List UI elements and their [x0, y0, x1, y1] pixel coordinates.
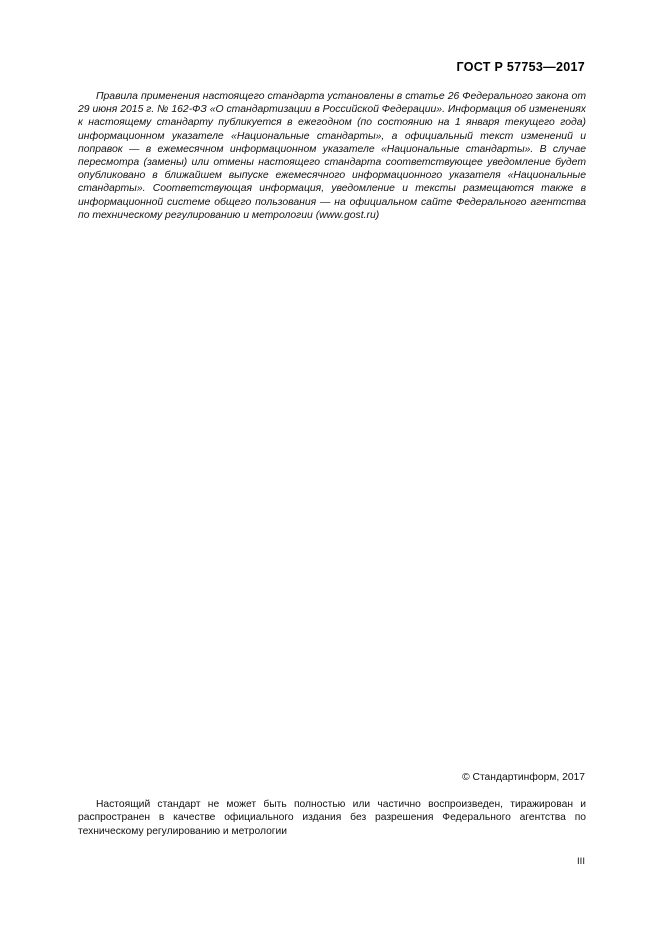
foreword-paragraph: Правила применения настоящего стандарта установлены в статье 26 Федерального закона от 29 июня 2015 г. № 162-ФЗ «О стандартизации в Российской Федерации». Информация об изменениях к настоящему стандарту публикуется в ежегодном (по состоянию на 1 января текущего года) информационном указателе «Национальные стандарты», а официальный текст изменений и поправок — в ежемесячном информационном указателе «Национальные стандарты». В случае пересмотра (замены) или отмены настоящего стандарта соответствующее уведомление будет опубликовано в ближайшем выпуске ежемесячного информационного указателя «Национальные стандарты». Соответствующая информация, уведомление и тексты размещаются также в информационной системе общего пользования — на официальном сайте Федерального агентства по техническому регулированию и метрологии (www.gost.ru) — [78, 91, 586, 221]
foreword-block — [78, 90, 586, 222]
page-number: III — [577, 856, 585, 867]
copyright-line: © Стандартинформ, 2017 — [462, 772, 585, 783]
standard-code-header: ГОСТ Р 57753—2017 — [456, 60, 585, 74]
reproduction-notice-paragraph: Настоящий стандарт не может быть полностью или частично воспроизведен, тиражирован и распространен в качестве официального издания без разрешения Федерального агентства по техническому регулированию и метрологии — [78, 799, 586, 837]
reproduction-notice-block — [78, 798, 586, 838]
